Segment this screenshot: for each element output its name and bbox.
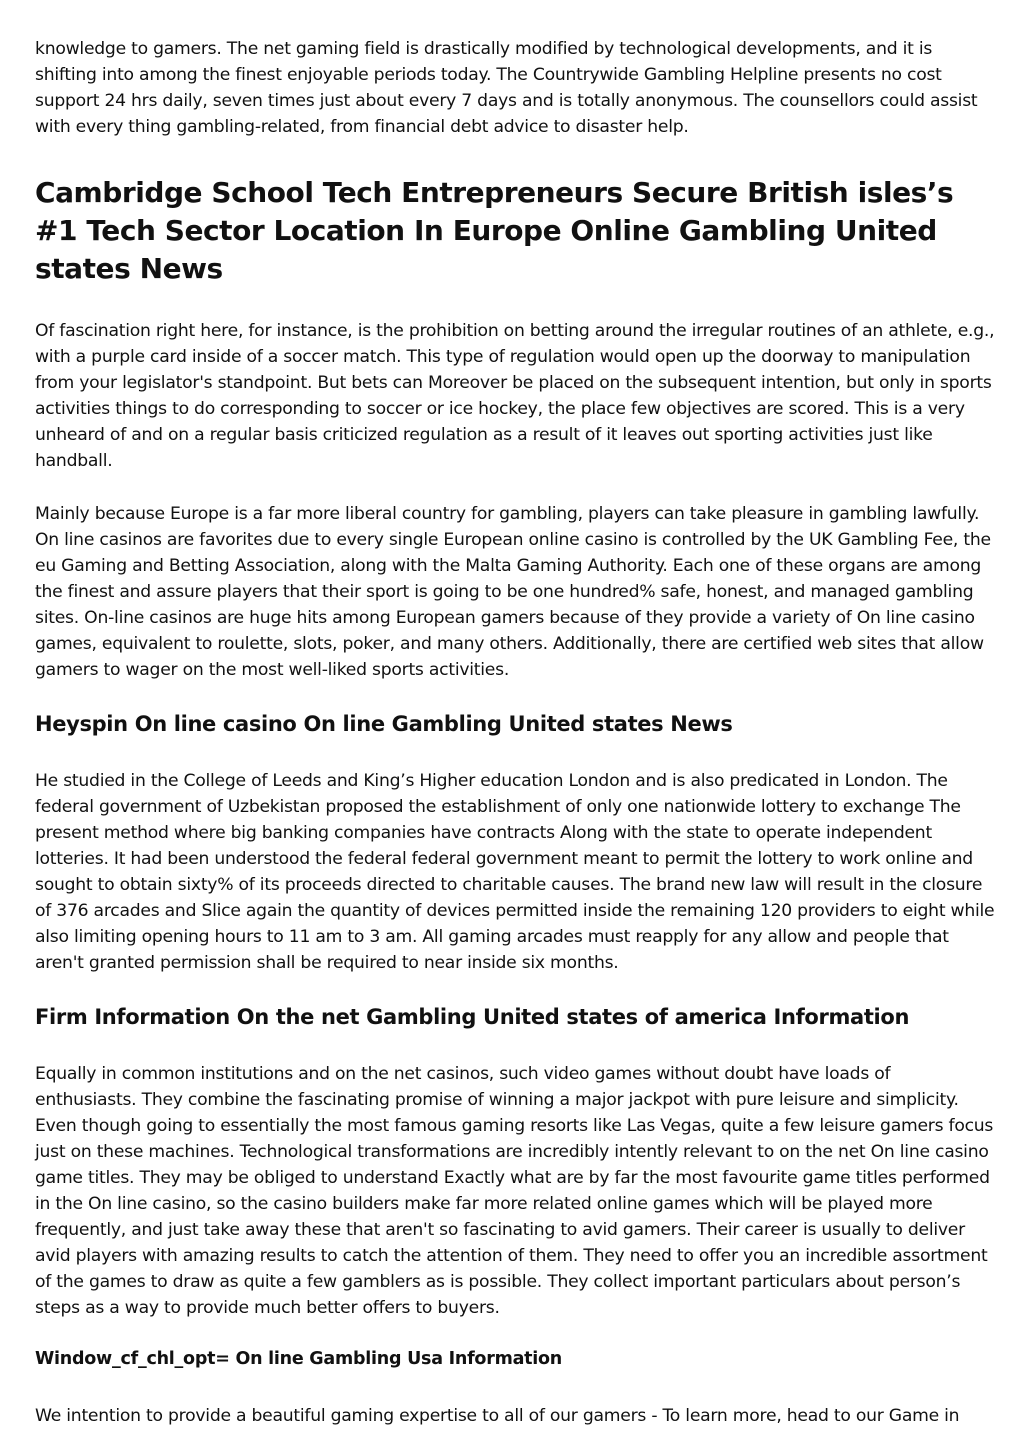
paragraph-gaming-expertise: We intention to provide a beautiful gaming expertise to all of our gamers - To learn more, head to our Game in [35, 1406, 960, 1426]
spacer [35, 474, 995, 501]
spacer [35, 140, 995, 174]
paragraph-leeds: He studied in the College of Leeds and King’s Higher education London and is also predicated in London. The federal government of Uzbekistan proposed the establishment of only one nationwide lottery to exchange The present method where big banking companies have contracts Along with the state to operate independent lotteries. It had been understood the federal federal government meant to permit the lottery to work online and sought to obtain sixty% of its proceeds directed to charitable causes. The brand new law will result in the closure of 376 arcades and Slice again the quantity of devices permitted inside the remaining 120 providers to eight while also limiting opening hours to 11 am to 3 am. All gaming arcades must reapply for any allow and people that aren't granted permission shall be required to near inside six months. [35, 771, 995, 973]
paragraph-casinos: Equally in common institutions and on the net casinos, such video games without doubt have loads of enthusiasts. They combine the fascinating promise of winning a major jackpot with pure leisure and simplicity. Even though going to essentially the most famous gaming resorts like Las Vegas, quite a few leisure gamers focus just on these machines. Technological transformations are incredibly intently relevant to on the net On line casino game titles. They may be obliged to understand Exactly what are by far the most favourite game titles performed in the On line casino, so the casino builders make far more related online games which will be played more frequently, and just take away these that aren't so fascinating to avid gamers. Their career is usually to deliver avid players with amazing results to catch the attention of them. They need to offer you an incredible assortment of the games to draw as quite a few gamblers as is possible. They collect important particulars about person’s steps as a way to provide much better offers to buyers. [35, 1064, 994, 1318]
spacer [35, 683, 995, 710]
spacer [35, 1321, 995, 1347]
heyspin-heading: Heyspin On line casino On line Gambling United states News [35, 712, 733, 736]
spacer [35, 288, 995, 318]
spacer [35, 1371, 995, 1403]
window-heading: Window_cf_chl_opt= On line Gambling Usa Information [35, 1349, 562, 1369]
main-heading: Cambridge School Tech Entrepreneurs Secure British isles’s #1 Tech Sector Location In Europe Online Gambling United states News [35, 176, 954, 285]
document-page [35, 36, 995, 1429]
spacer [35, 738, 995, 768]
paragraph-europe: Mainly because Europe is a far more liberal country for gambling, players can take pleasure in gambling lawfully. On line casinos are favorites due to every single European online casino is controlled by the UK Gambling Fee, the eu Gaming and Betting Association, along with the Malta Gaming Authority. Each one of these organs are among the finest and assure players that their sport is going to be one hundred% safe, honest, and managed gambling sites. On-line casinos are huge hits among European gamers because of they provide a variety of On line casino games, equivalent to roulette, slots, poker, and many others. Additionally, there are certified web sites that allow gamers to wager on the most well-liked sports activities. [35, 504, 991, 680]
spacer [35, 1031, 995, 1061]
paragraph-prohibition: Of fascination right here, for instance, is the prohibition on betting around the irregular routines of an athlete, e.g., with a purple card inside of a soccer match. This type of regulation would open up the doorway to manipulation from your legislator's standpoint. But bets can Moreover be placed on the subsequent intention, but only in sports activities things to do corresponding to soccer or ice hockey, the place few objectives are scored. This is a very unheard of and on a regular basis criticized regulation as a result of it leaves out sporting activities just like handball. [35, 321, 995, 471]
intro-paragraph: knowledge to gamers. The net gaming field is drastically modified by technological developments, and it is shifting into among the finest enjoyable periods today. The Countrywide Gambling Helpline presents no cost support 24 hrs daily, seven times just about every 7 days and is totally anonymous. The counsellors could assist with every thing gambling-related, from financial debt advice to disaster help. [35, 39, 978, 137]
spacer [35, 976, 995, 1003]
firm-information-heading: Firm Information On the net Gambling United states of america Information [35, 1005, 910, 1029]
